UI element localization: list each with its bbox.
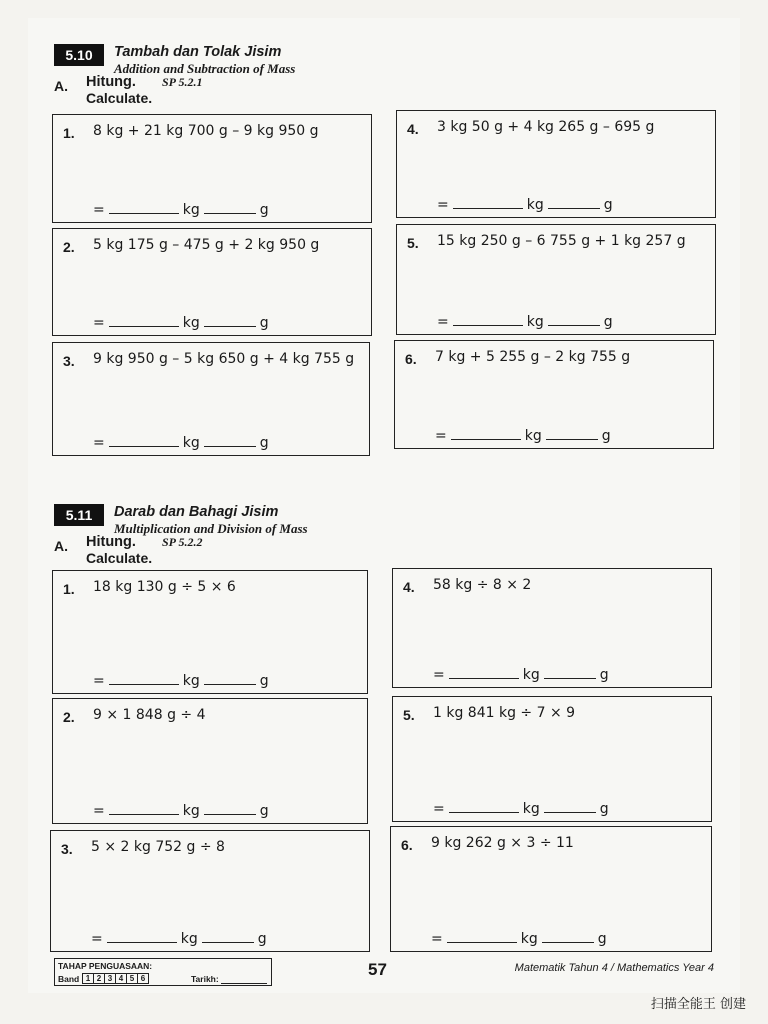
question-box[interactable]: [396, 110, 716, 218]
answer-line[interactable]: = kg g: [91, 931, 267, 947]
answer-line[interactable]: = kg g: [93, 315, 269, 331]
answer-line[interactable]: = kg g: [435, 428, 611, 444]
question-expression: 7 kg + 5 255 g – 2 kg 755 g: [435, 349, 631, 365]
question-expression: 9 kg 950 g – 5 kg 650 g + 4 kg 755 g: [93, 351, 355, 367]
answer-line[interactable]: = kg g: [433, 801, 609, 817]
standard-code: SP 5.2.1: [162, 75, 203, 89]
question-box[interactable]: [52, 228, 372, 336]
question-expression: 5 × 2 kg 752 g ÷ 8: [91, 839, 225, 855]
question-number: 5.: [407, 235, 419, 251]
question-box[interactable]: [52, 698, 368, 824]
question-number: 6.: [401, 837, 413, 853]
band-cell[interactable]: 2: [93, 973, 105, 984]
band-label: Band: [58, 974, 80, 984]
mastery-level-box: [54, 958, 272, 986]
part-label: A.: [54, 538, 68, 554]
question-number: 4.: [407, 121, 419, 137]
section-subtitle: Addition and Subtraction of Mass: [114, 61, 296, 76]
question-expression: 9 × 1 848 g ÷ 4: [93, 707, 206, 723]
question-expression: 5 kg 175 g – 475 g + 2 kg 950 g: [93, 237, 320, 253]
question-number: 1.: [63, 125, 75, 141]
section-number: 5.10: [54, 44, 104, 66]
question-expression: 58 kg ÷ 8 × 2: [433, 577, 532, 593]
section-title: Darab dan Bahagi Jisim: [114, 504, 279, 520]
answer-line[interactable]: = kg g: [433, 667, 609, 683]
book-title: Matematik Tahun 4 / Mathematics Year 4: [514, 962, 714, 974]
question-number: 4.: [403, 579, 415, 595]
answer-line[interactable]: = kg g: [93, 803, 269, 819]
instruction: Hitung.: [86, 74, 136, 90]
worksheet-page: [28, 18, 740, 993]
band-cell[interactable]: 6: [137, 973, 149, 984]
question-box[interactable]: [52, 570, 368, 694]
band-cell[interactable]: 4: [115, 973, 127, 984]
band-cell[interactable]: 3: [104, 973, 116, 984]
question-number: 2.: [63, 239, 75, 255]
question-expression: 9 kg 262 g × 3 ÷ 11: [431, 835, 574, 851]
instruction-en: Calculate.: [86, 90, 153, 106]
question-box[interactable]: [394, 340, 714, 449]
mastery-title: TAHAP PENGUASAAN:: [58, 961, 153, 971]
question-box[interactable]: [392, 568, 712, 688]
question-box[interactable]: [392, 696, 712, 822]
question-number: 5.: [403, 707, 415, 723]
instruction: Hitung.: [86, 534, 136, 550]
question-expression: 3 kg 50 g + 4 kg 265 g – 695 g: [437, 119, 655, 135]
question-number: 1.: [63, 581, 75, 597]
page-number: 57: [368, 960, 387, 979]
question-number: 6.: [405, 351, 417, 367]
band-cell[interactable]: 1: [82, 973, 94, 984]
question-box[interactable]: [52, 342, 370, 456]
instruction-en: Calculate.: [86, 550, 153, 566]
section-subtitle: Multiplication and Division of Mass: [114, 521, 308, 536]
question-expression: 8 kg + 21 kg 700 g – 9 kg 950 g: [93, 123, 319, 139]
question-box[interactable]: [52, 114, 372, 223]
answer-line[interactable]: = kg g: [93, 202, 269, 218]
standard-code: SP 5.2.2: [162, 535, 203, 549]
scanner-watermark: 扫描全能王 创建: [650, 997, 746, 1012]
question-expression: 18 kg 130 g ÷ 5 × 6: [93, 579, 236, 595]
section-title: Tambah dan Tolak Jisim: [114, 44, 282, 60]
date-label: Tarikh:: [191, 974, 219, 984]
part-label: A.: [54, 78, 68, 94]
question-number: 3.: [63, 353, 75, 369]
question-expression: 15 kg 250 g – 6 755 g + 1 kg 257 g: [437, 233, 686, 249]
answer-line[interactable]: = kg g: [437, 314, 613, 330]
question-box[interactable]: [390, 826, 712, 952]
question-box[interactable]: [396, 224, 716, 335]
answer-line[interactable]: = kg g: [431, 931, 607, 947]
answer-line[interactable]: = kg g: [93, 673, 269, 689]
band-cells: [83, 973, 149, 984]
date-field[interactable]: [221, 983, 267, 984]
answer-line[interactable]: = kg g: [437, 197, 613, 213]
question-number: 3.: [61, 841, 73, 857]
question-number: 2.: [63, 709, 75, 725]
answer-line[interactable]: = kg g: [93, 435, 269, 451]
band-cell[interactable]: 5: [126, 973, 138, 984]
question-expression: 1 kg 841 kg ÷ 7 × 9: [433, 705, 576, 721]
section-number: 5.11: [54, 504, 104, 526]
question-box[interactable]: [50, 830, 370, 952]
